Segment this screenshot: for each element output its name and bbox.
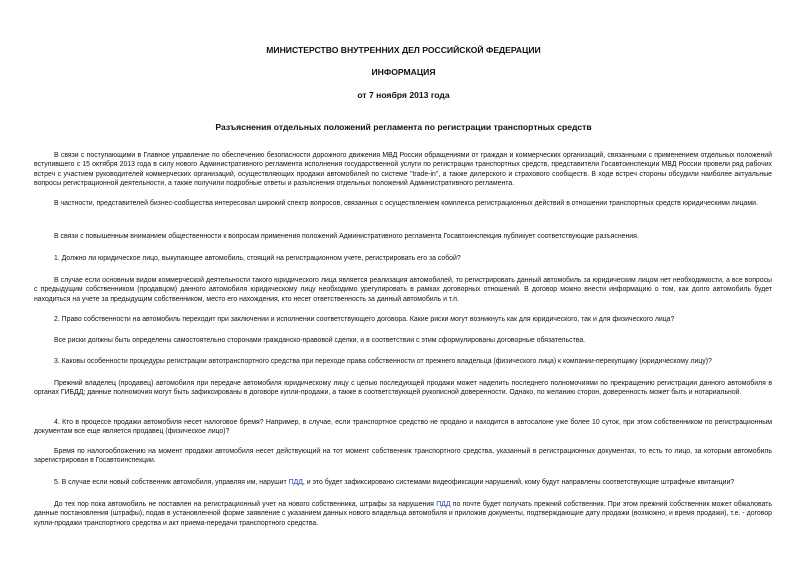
answer-5-text-end: по почте будет получать прежний собственник. При этом прежний собственник может обжаловать данные постановления (штрафы), подав в установленной форме заявление с указанием данных нового владельца автомобиля и приложив документы, подтверждающие дату продажи (возможно, и время продажи), т.е. - договор купли-продажи транспортного средства и акт приема-передачи транспортного средства. xyxy=(34,501,773,527)
question-3: 3. Каковы особенности процедуры регистрации автотранспортного средства при переходе права собственности от прежнего владельца (физического лица) к компании-перекупщику (юридическому лицу)? xyxy=(54,358,712,365)
paragraph-intro: В связи с поступающими в Главное управление по обеспечению безопасности дорожного движения МВД России обращениями от граждан и коммерческих организаций, связанными с применением отдельных положений вступившего с 15 октября 2013 года в силу нового Административного регламента исполнения государственной услуги по регистрации транспортных средств, представители Госавтоинспекции МВД России провели ряд рабочих встреч с участием руководителей коммерческих организаций, осуществляющих продажи автомобилей по системе "trade-in", а также дилерского и страхового сообществ. В ходе встреч стороны обсудили наиболее актуальные вопросы регистрационной деятельности, а также получили подробные ответы и разъяснения отдельных положений Административного регламента. xyxy=(34,152,772,188)
answer-1: В случае если основным видом коммерческой деятельности такого юридического лица является реализация автомобилей, то регистрировать данный автомобиль за юридическим лицом нет необходимости, а все вопросы с предыдущим собственником (продавцом) данного автомобиля юридическому лицу необходимо урегулировать в рамках договорных отношений. В договор можно внести информацию о том, как долго автомобиль будет находиться на учете за предыдущим собственником, место его нахождения, кто несет ответственность за данный автомобиль и т.п. xyxy=(34,277,772,303)
paragraph-business-questions: В частности, представителей бизнес-сообщества интересовал широкий спектр вопросов, связанных с осуществлением комплекса регистрационных действий в отношении транспортных средств юридическими лицами. xyxy=(54,200,758,207)
document-date: от 7 ноября 2013 года xyxy=(357,90,450,100)
answer-5 xyxy=(34,500,772,528)
answer-2: Все риски должны быть определены самостоятельно сторонами гражданско-правовой сделки, и в соответствии с этим сформулированы договорные обязательства. xyxy=(54,337,586,344)
question-5-text-end: , и это будет зафиксировано системами видеофиксации нарушений, кому будут направлены соответствующие штрафные квитанции? xyxy=(302,479,735,486)
ministry-heading: МИНИСТЕРСТВО ВНУТРЕННИХ ДЕЛ РОССИЙСКОЙ ФЕДЕРАЦИИ xyxy=(266,45,541,55)
question-5-text-start: 5. В случае если новый собственник автомобиля, управляя им, нарушит xyxy=(54,479,289,486)
pdd-link-answer[interactable]: ПДД xyxy=(436,501,451,508)
pdd-link[interactable]: ПДД xyxy=(288,479,303,486)
paragraph-clarifications: В связи с повышенным вниманием общественности к вопросам применения положений Административного регламента Госавтоинспекция публикует соответствующие разъяснения. xyxy=(54,233,639,240)
answer-3: Прежний владелец (продавец) автомобиля при передаче автомобиля юридическому лицу с целью последующей продажи может наделить последнего полномочиями по прекращению регистрации данного автомобиля в органах ГИБДД; данные полномочия могут быть зафиксированы в договоре купли-продажи, а также в соответствующей рукописной доверенности. Однако, по желанию сторон, доверенность может быть и нотариальной. xyxy=(34,380,772,397)
question-2: 2. Право собственности на автомобиль переходит при заключении и исполнении соответствующего договора. Какие риски могут возникнуть как для юридического, так и для физического лица? xyxy=(54,316,675,323)
question-4: 4. Кто в процессе продажи автомобиля несет налоговое бремя? Например, в случае, если транспортное средство не продано и находится в автосалоне уже более 10 суток, при этом собственником по регистрационным документам все еще является продавец (физическое лицо)? xyxy=(34,419,772,436)
question-5 xyxy=(34,478,772,487)
answer-5-text-start: До тех пор пока автомобиль не поставлен на регистрационный учет на нового собственника, штрафы за нарушения xyxy=(54,501,437,508)
question-1: 1. Должно ли юридическое лицо, выкупающее автомобиль, стоящий на регистрационном учете, регистрировать его за собой? xyxy=(54,255,461,262)
document-title: Разъяснения отдельных положений регламента по регистрации транспортных средств xyxy=(215,122,592,132)
answer-4: Бремя по налогообложению на момент продажи автомобиля несет действующий на тот момент собственник транспортного средства, указанный в регистрационных документах, то есть то лицо, за которым автомобиль зарегистрирован в Госавтоинспекции. xyxy=(34,448,772,465)
document-label: ИНФОРМАЦИЯ xyxy=(371,67,436,77)
